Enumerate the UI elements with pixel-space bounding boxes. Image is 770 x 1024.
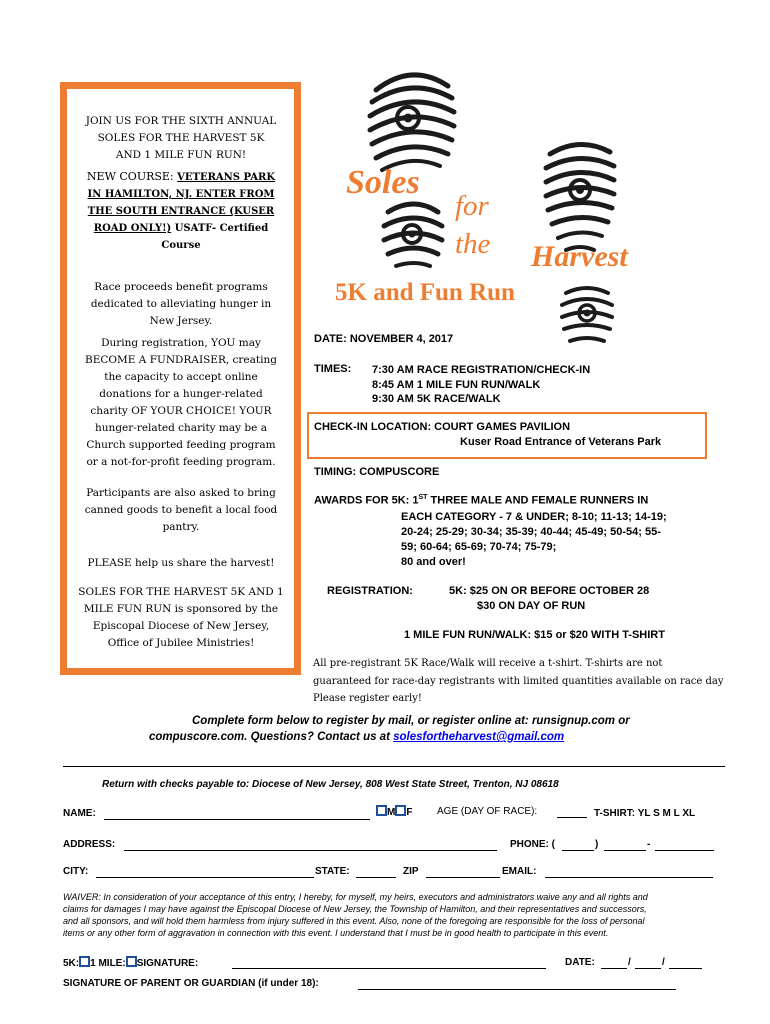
awards-line: 59; 60-64; 65-69; 70-74; 75-79; bbox=[401, 541, 557, 553]
male-checkbox[interactable] bbox=[376, 805, 387, 816]
date-separator: / bbox=[628, 957, 631, 968]
parent-signature-field[interactable] bbox=[358, 989, 676, 990]
awards-text: THREE MALE AND FEMALE RUNNERS IN bbox=[427, 494, 649, 507]
checkin-sub: Kuser Road Entrance of Veterans Park bbox=[460, 436, 662, 448]
complete-form-text: compuscore.com. Questions? Contact us at bbox=[149, 731, 394, 743]
signature-field[interactable] bbox=[232, 968, 546, 969]
tshirt-note bbox=[313, 655, 724, 708]
proceeds-line: dedicated to alleviating hunger in bbox=[90, 298, 272, 310]
female-checkbox[interactable] bbox=[395, 805, 406, 816]
title-subtitle: 5K and Fun Run bbox=[335, 279, 515, 306]
waiver-line: and all sponsors, and will hold them harmless from injury suffered in this event. Also, none of the foregoing are responsible for the loss of personal bbox=[63, 916, 645, 926]
complete-form-line: Complete form below to register by mail, or register online at: runsignup.com or bbox=[192, 715, 630, 727]
new-course-label: NEW COURSE: bbox=[86, 170, 178, 183]
registration-fun-run: 1 MILE FUN RUN/WALK: $15 or $20 WITH T-SHIRT bbox=[404, 629, 665, 641]
title-soles: Soles bbox=[346, 164, 420, 201]
sidebar-canned bbox=[72, 485, 290, 536]
complete-form-line2 bbox=[149, 731, 564, 743]
phone-dash: - bbox=[647, 839, 651, 850]
onemile-checkbox[interactable] bbox=[126, 956, 137, 967]
registration-5k: 5K: $25 ON OR BEFORE OCTOBER 28 bbox=[449, 585, 650, 597]
sidebar-sponsor bbox=[72, 584, 290, 652]
sidebar-proceeds bbox=[72, 279, 290, 330]
awards-heading bbox=[314, 494, 648, 507]
event-date: DATE: NOVEMBER 4, 2017 bbox=[314, 333, 454, 345]
date-separator: / bbox=[662, 957, 665, 968]
title-harvest: Harvest bbox=[531, 240, 628, 273]
sidebar-course bbox=[72, 168, 290, 254]
sponsor-line: MILE FUN RUN is sponsored by the bbox=[83, 603, 279, 615]
checkin-location: CHECK-IN LOCATION: COURT GAMES PAVILION bbox=[314, 421, 571, 433]
female-label: F bbox=[406, 807, 413, 818]
phone-prefix-field[interactable] bbox=[604, 850, 646, 851]
awards-text: AWARDS FOR 5K: 1 bbox=[314, 494, 419, 507]
waiver-text bbox=[63, 891, 733, 939]
address-field[interactable] bbox=[124, 850, 497, 851]
phone-label: PHONE: ( bbox=[510, 839, 555, 850]
canned-line: canned goods to benefit a local food bbox=[84, 504, 278, 516]
waiver-line: claims for damages I may have against the Episcopal Diocese of New Jersey, the Township of Hamilton, and their representatives and successors, bbox=[63, 904, 647, 914]
fundraiser-line: charity OF YOUR CHOICE! YOUR bbox=[90, 405, 272, 417]
tshirt-note-line: Please register early! bbox=[313, 693, 422, 704]
fivek-checkbox[interactable] bbox=[79, 956, 90, 967]
course-line: THE SOUTH ENTRANCE (KUSER bbox=[87, 206, 275, 217]
time-item: 7:30 AM RACE REGISTRATION/CHECK-IN bbox=[372, 364, 591, 376]
times-list bbox=[372, 363, 590, 407]
onemile-label: 1 MILE: bbox=[90, 958, 126, 969]
parent-signature-label: SIGNATURE OF PARENT OR GUARDIAN (if under 18): bbox=[63, 978, 319, 989]
fundraiser-line: donations for a hunger-related bbox=[99, 388, 263, 400]
date-year-field[interactable] bbox=[669, 968, 702, 969]
date-month-field[interactable] bbox=[601, 968, 627, 969]
sponsor-line: Office of Jubilee Ministries! bbox=[107, 637, 255, 649]
registration-5k-day: $30 ON DAY OF RUN bbox=[477, 600, 586, 612]
awards-sup: ST bbox=[418, 494, 428, 501]
fundraiser-line: the capacity to accept online bbox=[104, 371, 258, 383]
sponsor-line: Episcopal Diocese of New Jersey, bbox=[92, 620, 270, 632]
fundraiser-line: BECOME A FUNDRAISER, creating bbox=[85, 354, 277, 366]
phone-line-field[interactable] bbox=[655, 850, 714, 851]
city-field[interactable] bbox=[96, 877, 314, 878]
course-line: IN HAMILTON, NJ. ENTER FROM bbox=[87, 189, 275, 200]
registration-label: REGISTRATION: bbox=[327, 585, 413, 597]
awards-line: EACH CATEGORY - 7 & UNDER; 8-10; 11-13; 14-19; bbox=[401, 511, 667, 523]
event-timing: TIMING: COMPUSCORE bbox=[314, 466, 440, 478]
age-label: AGE (DAY OF RACE): bbox=[437, 806, 538, 817]
name-field[interactable] bbox=[104, 819, 370, 820]
fundraiser-line: Church supported feeding program bbox=[86, 439, 276, 451]
proceeds-line: New Jersey. bbox=[149, 315, 213, 327]
address-label: ADDRESS: bbox=[63, 839, 116, 850]
awards-line: 20-24; 25-29; 30-34; 35-39; 40-44; 45-49; 50-54; 55- bbox=[401, 526, 661, 538]
canned-line: Participants are also asked to bring bbox=[86, 487, 276, 499]
proceeds-line: Race proceeds benefit programs bbox=[94, 281, 268, 293]
state-label: STATE: bbox=[315, 866, 350, 877]
certified-text: USATF- Certified bbox=[171, 223, 269, 234]
sponsor-line: SOLES FOR THE HARVEST 5K AND 1 bbox=[78, 586, 284, 598]
sidebar-fundraiser bbox=[72, 335, 290, 471]
sidebar-share: PLEASE help us share the harvest! bbox=[87, 557, 275, 569]
times-label: TIMES: bbox=[314, 363, 352, 375]
zip-field[interactable] bbox=[426, 877, 500, 878]
return-address: Return with checks payable to: Diocese of New Jersey, 808 West State Street, Trenton, NJ 08618 bbox=[102, 779, 559, 790]
course-line: VETERANS PARK bbox=[177, 172, 276, 183]
gender-choice bbox=[376, 805, 412, 818]
male-label: M bbox=[387, 807, 396, 818]
title-the: the bbox=[455, 228, 491, 260]
phone-area-field[interactable] bbox=[562, 850, 594, 851]
phone-paren: ) bbox=[595, 839, 599, 850]
shoe-print-icon bbox=[556, 281, 618, 349]
intro-line: JOIN US FOR THE SIXTH ANNUAL bbox=[85, 115, 277, 127]
awards-line: 80 and over! bbox=[401, 556, 466, 568]
fivek-label: 5K: bbox=[63, 958, 80, 969]
name-label: NAME: bbox=[63, 808, 96, 819]
course-word: Course bbox=[161, 240, 201, 251]
course-line: ROAD ONLY!) bbox=[93, 223, 172, 234]
signature-row bbox=[63, 956, 198, 969]
date-day-field[interactable] bbox=[635, 968, 661, 969]
intro-line: AND 1 MILE FUN RUN! bbox=[115, 149, 247, 161]
age-field[interactable] bbox=[557, 817, 587, 818]
state-field[interactable] bbox=[356, 877, 396, 878]
fundraiser-line: or a not-for-profit feeding program. bbox=[86, 456, 276, 468]
waiver-line: WAIVER: In consideration of your acceptance of this entry, I hereby, for myself, my heirs, executors and administrators waive any and all rights and bbox=[63, 892, 648, 902]
intro-line: SOLES FOR THE HARVEST 5K bbox=[97, 132, 265, 144]
form-divider bbox=[63, 766, 725, 767]
date-label: DATE: bbox=[565, 957, 595, 968]
signature-label: SIGNATURE: bbox=[136, 958, 199, 969]
zip-label: ZIP bbox=[403, 866, 419, 877]
tshirt-note-line: guaranteed for race-day registrants with limited quantities available on race day bbox=[313, 675, 724, 687]
city-label: CITY: bbox=[63, 866, 89, 877]
tshirt-note-line: All pre-registrant 5K Race/Walk will receive a t-shirt. T-shirts are not bbox=[313, 658, 663, 669]
awards-list bbox=[401, 510, 667, 570]
email-field[interactable] bbox=[545, 877, 713, 878]
sidebar-intro bbox=[72, 113, 290, 164]
contact-email-link[interactable]: solesfortheharvest@gmail.com bbox=[393, 731, 565, 743]
tshirt-sizes[interactable]: T-SHIRT: YL S M L XL bbox=[594, 808, 696, 819]
fundraiser-line: hunger-related charity may be a bbox=[95, 422, 267, 434]
waiver-line: items or any other form of aggravation in connection with this event. I understand that I must be in good health to participate in this event. bbox=[63, 928, 609, 938]
fundraiser-line: During registration, YOU may bbox=[101, 337, 261, 349]
title-for: for bbox=[455, 190, 489, 222]
time-item: 8:45 AM 1 MILE FUN RUN/WALK bbox=[372, 378, 541, 391]
canned-line: pantry. bbox=[162, 521, 200, 533]
email-label: EMAIL: bbox=[502, 866, 537, 877]
time-item: 9:30 AM 5K RACE/WALK bbox=[372, 393, 501, 405]
